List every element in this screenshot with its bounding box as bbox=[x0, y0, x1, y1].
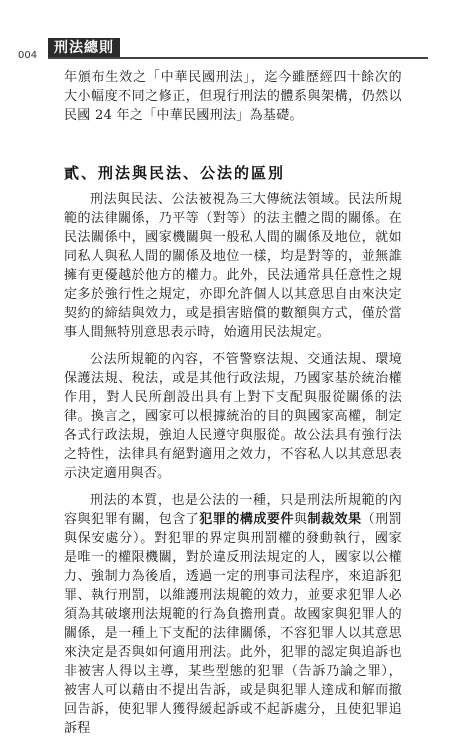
book-title: 刑法總則 bbox=[48, 38, 120, 58]
emphasis-term: 犯罪的構成要件 bbox=[199, 512, 294, 527]
intro-paragraph: 年頒布生效之「中華民國刑法」，迄今雖歷經四十餘次的大小幅度不同之修正，但現行刑法的體系與架構，仍然以民國 24 年之「中華民國刑法」為基礎。 bbox=[64, 70, 402, 123]
paragraph-text: 刑法的本質，也是公法的一種，只是刑法所規範的內容與犯罪有關，包含了 bbox=[64, 493, 402, 527]
paragraph-text: （刑罰與保安處分）。對犯罪的界定與刑罰權的發動執行，國家是唯一的權限機關，對於違反刑法規定的人，國家以公權力、強制力為後盾，透過一定的刑事司法程序，來追訴犯罪、執行刑罰，以維護刑法規範的效力，並要求犯罪人必須為其破壞刑法規範的行為負擔刑責。故國家與犯罪人的關係，是一種上下支配的法律關係，不容犯罪人以其意思來決定是否與如何適用刑法。此外，犯罪的認定與追訴也非被害人得以主導，某些型態的犯罪（告訴乃論之罪），被害人可以藉由不提出告訴，或是與犯罪人達成和解而撤回告訴，使犯罪人獲得緩起訴或不起訴處分，且使犯罪追訴程 bbox=[64, 512, 402, 736]
paragraph-public-law: 公法所規範的內容，不管警察法規、交通法規、環境保護法規、稅法，或是其他行政法規，乃國家基於統治權作用，對人民所創設出具有上對下支配與服從關係的法律。換言之，國家可以根據統治的目的與國家高權，制定各式行政法規，強迫人民遵守與服從。故公法具有強行法之特性，法律具有絕對適用之效力，不容私人以其意思表示決定適用與否。 bbox=[64, 352, 402, 481]
page-header bbox=[0, 36, 450, 62]
paragraph-criminal-law bbox=[64, 491, 402, 738]
header-rule bbox=[48, 57, 428, 59]
section-heading: 貳、刑法與民法、公法的區別 bbox=[64, 164, 286, 182]
section-body bbox=[64, 190, 402, 746]
page-number: 004 bbox=[18, 50, 38, 61]
paragraph-civil-law: 刑法與民法、公法被視為三大傳統法領域。民法所規範的法律關係，乃平等（對等）的法主體之間的關係。在民法關係中，國家機關與一般私人間的關係及地位，就如同私人與私人間的關係及地位一樣，均是對等的，並無誰擁有更優越於他方的權力。此外，民法通常具任意性之規定多於強行性之規定，亦即允許個人以其意思自由來決定契約的締結與效力，或是損害賠償的數額與方式，僅於當事人間無特別意思表示時，始適用民法規定。 bbox=[64, 192, 402, 340]
emphasis-term: 制裁效果 bbox=[307, 512, 362, 527]
intro-block bbox=[64, 68, 402, 133]
paragraph-text: 與 bbox=[293, 512, 308, 527]
